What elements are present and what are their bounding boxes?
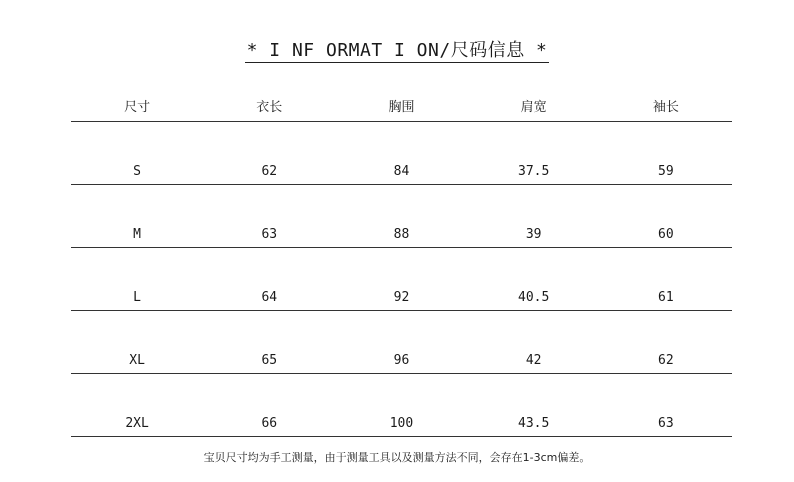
table-cell: 92 xyxy=(335,248,467,311)
table-cell: 59 xyxy=(600,122,732,185)
table-cell: 63 xyxy=(203,185,335,248)
table-cell: M xyxy=(71,185,203,248)
table-cell: 43.5 xyxy=(468,374,600,437)
table-cell: 61 xyxy=(600,248,732,311)
table-row xyxy=(71,311,732,374)
table-cell: 66 xyxy=(203,374,335,437)
table-row xyxy=(71,185,732,248)
table-cell: 62 xyxy=(600,311,732,374)
table-cell: XL xyxy=(71,311,203,374)
table-header-row xyxy=(71,88,732,122)
table-cell: 100 xyxy=(335,374,467,437)
table-cell: 63 xyxy=(600,374,732,437)
table-cell: 37.5 xyxy=(468,122,600,185)
table-cell: 40.5 xyxy=(468,248,600,311)
title-text: * I NF ORMAT I ON/尺码信息 * xyxy=(246,40,548,61)
table-cell: 62 xyxy=(203,122,335,185)
table-cell: L xyxy=(71,248,203,311)
header-sleeve: 袖长 xyxy=(600,88,732,122)
table-cell: 88 xyxy=(335,185,467,248)
size-table xyxy=(71,88,732,437)
table-row xyxy=(71,374,732,437)
measurement-note: 宝贝尺寸均为手工测量，由于测量工具以及测量方法不同，会存在1-3cm偏差。 xyxy=(203,451,591,464)
table-cell: S xyxy=(71,122,203,185)
header-chest: 胸围 xyxy=(335,88,467,122)
table-cell: 39 xyxy=(468,185,600,248)
header-size: 尺寸 xyxy=(71,88,203,122)
table-cell: 64 xyxy=(203,248,335,311)
table-row xyxy=(71,248,732,311)
table-cell: 65 xyxy=(203,311,335,374)
table-cell: 60 xyxy=(600,185,732,248)
header-length: 衣长 xyxy=(203,88,335,122)
table-cell: 42 xyxy=(468,311,600,374)
header-shoulder: 肩宽 xyxy=(468,88,600,122)
page-title xyxy=(0,36,794,62)
table-cell: 2XL xyxy=(71,374,203,437)
table-cell: 84 xyxy=(335,122,467,185)
table-cell: 96 xyxy=(335,311,467,374)
table-row xyxy=(71,122,732,185)
